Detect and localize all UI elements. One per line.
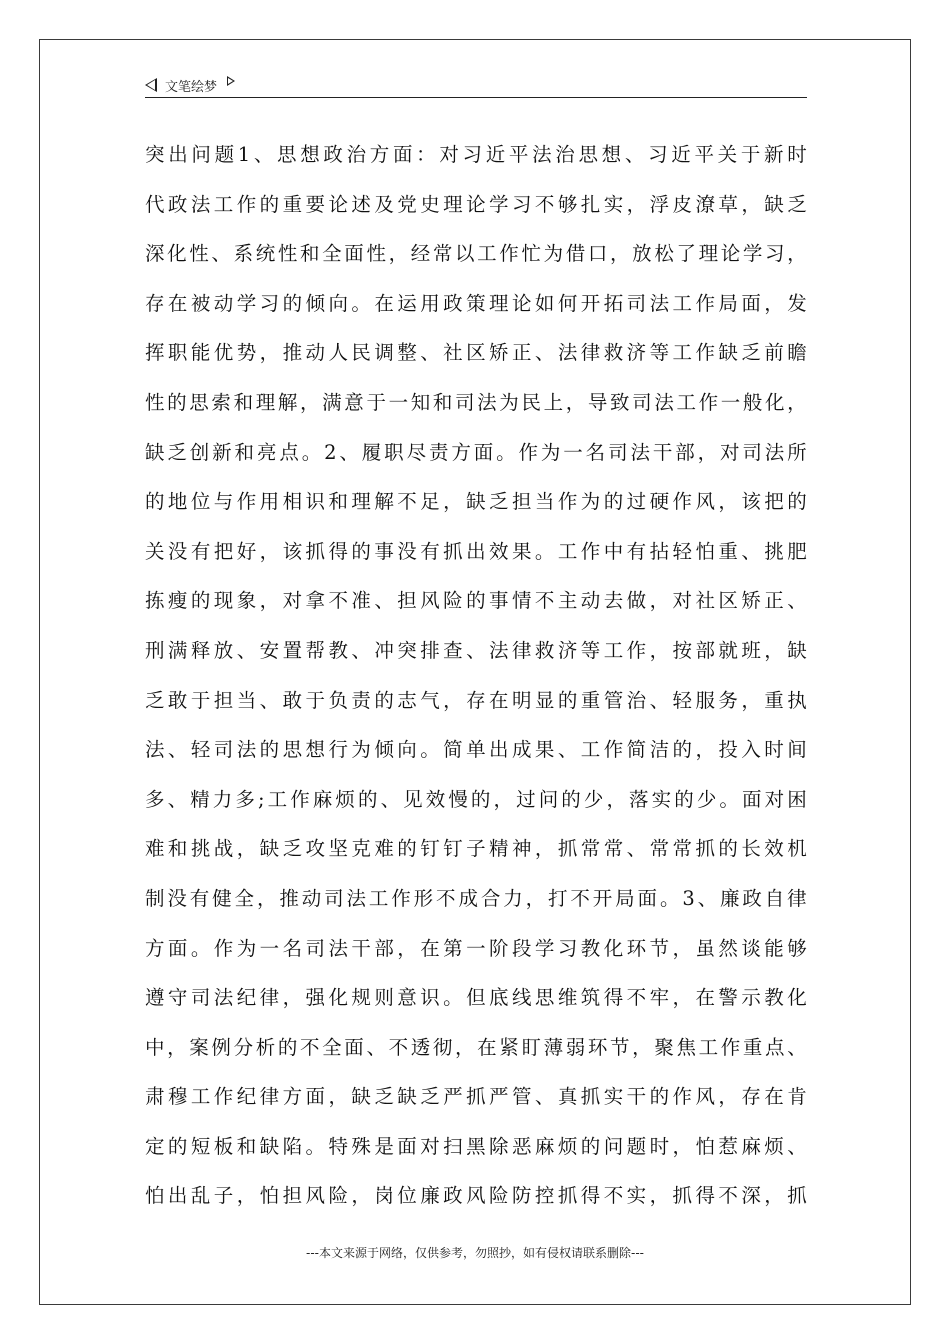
body-line: 多、精力多;工作麻烦的、见效慢的，过问的少，落实的少。面对困 — [145, 787, 807, 811]
document-header — [145, 74, 235, 96]
body-line: 怕出乱子，怕担风险，岗位廉政风险防控抓得不实，抓得不深，抓 — [145, 1184, 807, 1208]
body-line: 突出问题1、思想政治方面：对习近平法治思想、习近平关于新时 — [145, 143, 807, 166]
body-line: 制没有健全，推动司法工作形不成合力，打不开局面。3、廉政自律 — [145, 886, 807, 910]
triangle-right-icon — [227, 76, 235, 86]
body-line: 遵守司法纪律，强化规则意识。但底线思维筑得不牢，在警示教化 — [145, 986, 807, 1010]
body-line: 存在被动学习的倾向。在运用政策理论如何开拓司法工作局面，发 — [145, 291, 807, 315]
body-line: 关没有把好，该抓得的事没有抓出效果。工作中有拈轻怕重、挑肥 — [145, 539, 807, 563]
header-divider — [145, 97, 807, 98]
body-line: 乏敢于担当、敢于负责的志气，存在明显的重管治、轻服务，重执 — [145, 688, 807, 712]
body-line: 定的短板和缺陷。特殊是面对扫黑除恶麻烦的问题时，怕惹麻烦、 — [145, 1134, 807, 1158]
body-line: 难和挑战，缺乏攻坚克难的钉钉子精神，抓常常、常常抓的长效机 — [145, 837, 807, 861]
document-body — [145, 130, 807, 1221]
body-line: 挥职能优势，推动人民调整、社区矫正、法律救济等工作缺乏前瞻 — [145, 341, 807, 365]
header-title: 文笔绘梦 — [165, 79, 218, 95]
body-line: 刑满释放、安置帮教、冲突排查、法律救济等工作，按部就班，缺 — [145, 638, 807, 662]
body-line: 的地位与作用相识和理解不足，缺乏担当作为的过硬作风，该把的 — [145, 490, 807, 514]
triangle-left-icon — [145, 78, 157, 92]
body-line: 缺乏创新和亮点。2、履职尽责方面。作为一名司法干部，对司法所 — [145, 440, 807, 464]
body-line: 性的思索和理解，满意于一知和司法为民上，导致司法工作一般化， — [145, 390, 807, 414]
body-line: 肃穆工作纪律方面，缺乏缺乏严抓严管、真抓实干的作风，存在肯 — [145, 1085, 807, 1109]
body-line: 代政法工作的重要论述及党史理论学习不够扎实，浮皮潦草，缺乏 — [145, 192, 807, 216]
body-line: 中，案例分析的不全面、不透彻，在紧盯薄弱环节，聚焦工作重点、 — [145, 1035, 807, 1059]
body-line: 方面。作为一名司法干部，在第一阶段学习教化环节，虽然谈能够 — [145, 936, 807, 960]
body-line: 拣瘦的现象，对拿不准、担风险的事情不主动去做，对社区矫正、 — [145, 589, 807, 613]
footer-disclaimer: ---本文来源于网络，仅供参考，勿照抄，如有侵权请联系删除--- — [306, 1246, 644, 1260]
body-line: 深化性、系统性和全面性，经常以工作忙为借口，放松了理论学习， — [145, 242, 807, 266]
body-line: 法、轻司法的思想行为倾向。简单出成果、工作简洁的，投入时间 — [145, 738, 807, 762]
